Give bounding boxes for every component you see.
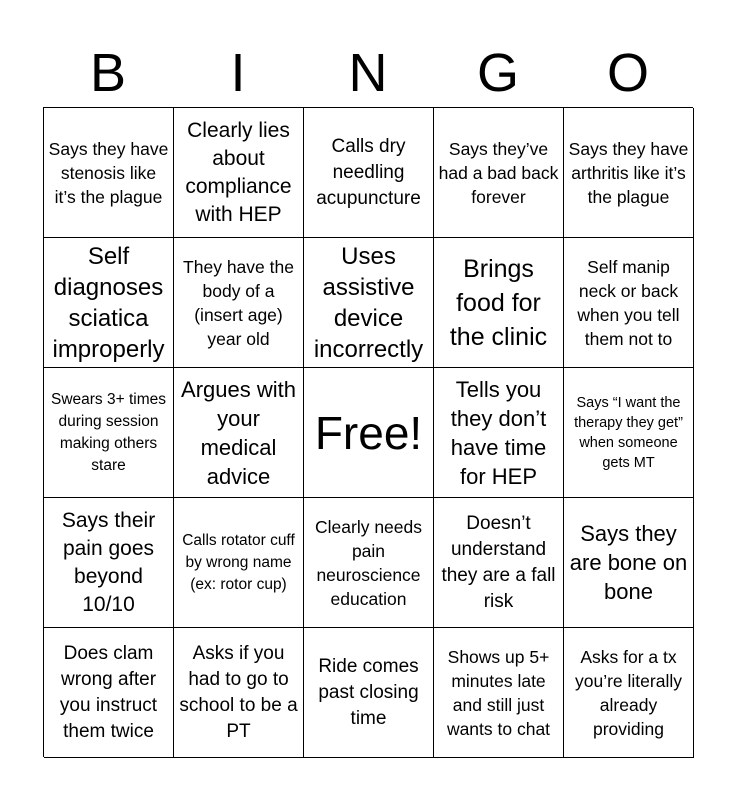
bingo-cell-17[interactable]: Calls rotator cuff by wrong name (ex: rotor cup) <box>174 498 304 628</box>
bingo-cell-24[interactable]: Shows up 5+ minutes late and still just wants to chat <box>434 628 564 758</box>
bingo-cell-8[interactable]: Uses assistive device incorrectly <box>304 238 434 368</box>
bingo-cell-5[interactable]: Says they have arthritis like it’s the plague <box>564 108 694 238</box>
bingo-cell-6[interactable]: Self diagnoses sciatica improperly <box>44 238 174 368</box>
bingo-cell-20[interactable]: Says they are bone on bone <box>564 498 694 628</box>
bingo-cell-7[interactable]: They have the body of a (insert age) year old <box>174 238 304 368</box>
bingo-cell-10[interactable]: Self manip neck or back when you tell them not to <box>564 238 694 368</box>
bingo-cell-15[interactable]: Says “I want the therapy they get” when someone gets MT <box>564 368 694 498</box>
header-letter-i: I <box>230 43 246 103</box>
bingo-cell-9[interactable]: Brings food for the clinic <box>434 238 564 368</box>
bingo-cell-12[interactable]: Argues with your medical advice <box>174 368 304 498</box>
bingo-cell-16[interactable]: Says their pain goes beyond 10/10 <box>44 498 174 628</box>
bingo-cell-21[interactable]: Does clam wrong after you instruct them twice <box>44 628 174 758</box>
bingo-cell-25[interactable]: Asks for a tx you’re literally already providing <box>564 628 694 758</box>
bingo-cell-free[interactable]: Free! <box>304 368 434 498</box>
bingo-board <box>43 107 693 757</box>
bingo-cell-23[interactable]: Ride comes past closing time <box>304 628 434 758</box>
header-letter-b: B <box>89 43 127 103</box>
header-letter-n: N <box>348 43 388 103</box>
bingo-cell-22[interactable]: Asks if you had to go to school to be a PT <box>174 628 304 758</box>
bingo-cell-11[interactable]: Swears 3+ times during session making others stare <box>44 368 174 498</box>
bingo-header <box>43 40 693 106</box>
bingo-cell-1[interactable]: Says they have stenosis like it’s the plague <box>44 108 174 238</box>
bingo-cell-3[interactable]: Calls dry needling acupuncture <box>304 108 434 238</box>
bingo-cell-4[interactable]: Says they’ve had a bad back forever <box>434 108 564 238</box>
bingo-cell-14[interactable]: Tells you they don’t have time for HEP <box>434 368 564 498</box>
bingo-cell-19[interactable]: Doesn’t understand they are a fall risk <box>434 498 564 628</box>
bingo-cell-18[interactable]: Clearly needs pain neuroscience education <box>304 498 434 628</box>
bingo-cell-2[interactable]: Clearly lies about compliance with HEP <box>174 108 304 238</box>
header-letter-g: G <box>476 43 519 103</box>
header-letter-o: O <box>606 43 649 103</box>
